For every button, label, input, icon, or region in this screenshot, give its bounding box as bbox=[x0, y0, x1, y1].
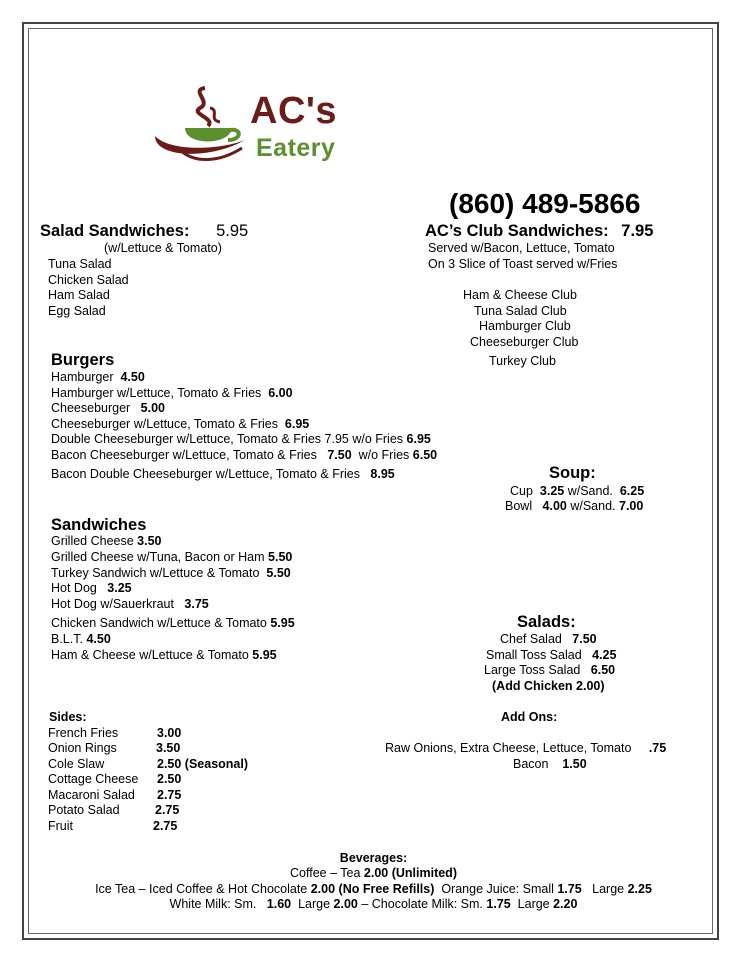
soup-bowl: Bowl 4.00 w/Sand. 7.00 bbox=[505, 499, 644, 513]
menu-item-price: 2.50 bbox=[157, 772, 182, 786]
list-item: Tuna Salad bbox=[48, 257, 112, 271]
menu-item: Cole Slaw bbox=[48, 757, 105, 771]
salad-sandwiches-heading bbox=[40, 222, 248, 241]
menu-item-price: 2.75 bbox=[157, 788, 182, 802]
beverages-heading: Beverages: bbox=[339, 851, 408, 865]
menu-item-price: 2.75 bbox=[155, 803, 180, 817]
menu-item: Cheeseburger 5.00 bbox=[51, 401, 165, 415]
addon-item: Raw Onions, Extra Cheese, Lettuce, Tomato .75 bbox=[385, 741, 667, 755]
menu-item: French Fries bbox=[48, 726, 119, 740]
menu-item: Bacon Double Cheeseburger w/Lettuce, Tomato & Fries 8.95 bbox=[51, 467, 395, 481]
list-item: Tuna Salad Club bbox=[474, 304, 567, 318]
club-note-1: Served w/Bacon, Lettuce, Tomato bbox=[428, 241, 615, 255]
menu-item: Onion Rings bbox=[48, 741, 117, 755]
menu-item: Grilled Cheese w/Tuna, Bacon or Ham 5.50 bbox=[51, 550, 293, 564]
burgers-heading: Burgers bbox=[51, 351, 115, 369]
club-note-2: On 3 Slice of Toast served w/Fries bbox=[428, 257, 618, 271]
beverage-line-1: Coffee – Tea 2.00 (Unlimited) bbox=[290, 866, 457, 880]
list-item: Egg Salad bbox=[48, 304, 106, 318]
menu-item: Grilled Cheese 3.50 bbox=[51, 534, 162, 548]
salad-sandwiches-title: Salad Sandwiches: bbox=[40, 222, 190, 240]
logo bbox=[150, 78, 440, 178]
menu-item: Chef Salad 7.50 bbox=[500, 632, 597, 646]
menu-item: Turkey Sandwich w/Lettuce & Tomato 5.50 bbox=[51, 566, 291, 580]
menu-item: Bacon Cheeseburger w/Lettuce, Tomato & Fries 7.50 w/o Fries 6.50 bbox=[51, 448, 438, 462]
salads-heading: Salads: bbox=[517, 613, 576, 631]
beverage-line-2: Ice Tea – Iced Coffee & Hot Chocolate 2.00 (No Free Refills) Orange Juice: Small 1.75 Large 2.25 bbox=[95, 882, 652, 896]
list-item: Cheeseburger Club bbox=[470, 335, 579, 349]
menu-item: Double Cheeseburger w/Lettuce, Tomato & Fries 7.95 w/o Fries 6.95 bbox=[51, 432, 431, 446]
addon-item: Bacon 1.50 bbox=[513, 757, 587, 771]
list-item: Chicken Salad bbox=[48, 273, 129, 287]
salad-sandwiches-note: (w/Lettuce & Tomato) bbox=[104, 241, 222, 255]
list-item: Hamburger Club bbox=[479, 319, 571, 333]
soup-heading: Soup: bbox=[549, 464, 596, 482]
menu-item: Potato Salad bbox=[48, 803, 120, 817]
addons-heading: Add Ons: bbox=[501, 710, 558, 724]
coffee-cup-icon bbox=[150, 78, 250, 178]
menu-item: Hot Dog w/Sauerkraut 3.75 bbox=[51, 597, 209, 611]
logo-title: AC's bbox=[250, 90, 338, 132]
menu-item: Large Toss Salad 6.50 bbox=[484, 663, 616, 677]
menu-item-price: 3.50 bbox=[156, 741, 181, 755]
menu-item: Hot Dog 3.25 bbox=[51, 581, 132, 595]
menu-item: Chicken Sandwich w/Lettuce & Tomato 5.95 bbox=[51, 616, 295, 630]
sides-heading: Sides: bbox=[49, 710, 87, 724]
club-sandwiches-heading bbox=[425, 222, 653, 241]
menu-item: Hamburger 4.50 bbox=[51, 370, 145, 384]
salad-sandwiches-price: 5.95 bbox=[216, 222, 249, 240]
menu-item-price: 2.75 bbox=[153, 819, 178, 833]
menu-item-price: 3.00 bbox=[157, 726, 182, 740]
sandwiches-heading: Sandwiches bbox=[51, 516, 147, 534]
list-item: Ham Salad bbox=[48, 288, 110, 302]
menu-item: Small Toss Salad 4.25 bbox=[486, 648, 617, 662]
menu-item: B.L.T. 4.50 bbox=[51, 632, 111, 646]
menu-item: Macaroni Salad bbox=[48, 788, 135, 802]
logo-subtitle: Eatery bbox=[256, 134, 336, 162]
soup-cup: Cup 3.25 w/Sand. 6.25 bbox=[510, 484, 645, 498]
add-chicken-note: (Add Chicken 2.00) bbox=[492, 679, 605, 693]
menu-item-price: 2.50 (Seasonal) bbox=[157, 757, 249, 771]
menu-item: Fruit bbox=[48, 819, 73, 833]
menu-item: Cheeseburger w/Lettuce, Tomato & Fries 6.95 bbox=[51, 417, 310, 431]
phone-number: (860) 489-5866 bbox=[449, 188, 641, 219]
list-item: Ham & Cheese Club bbox=[463, 288, 577, 302]
list-item: Turkey Club bbox=[489, 354, 556, 368]
menu-item: Cottage Cheese bbox=[48, 772, 139, 786]
menu-item: Hamburger w/Lettuce, Tomato & Fries 6.00 bbox=[51, 386, 293, 400]
menu-item: Ham & Cheese w/Lettuce & Tomato 5.95 bbox=[51, 648, 277, 662]
beverage-line-3: White Milk: Sm. 1.60 Large 2.00 – Chocolate Milk: Sm. 1.75 Large 2.20 bbox=[169, 897, 578, 911]
club-sandwiches-price: 7.95 bbox=[621, 222, 654, 240]
club-sandwiches-title: AC’s Club Sandwiches: bbox=[425, 222, 609, 240]
